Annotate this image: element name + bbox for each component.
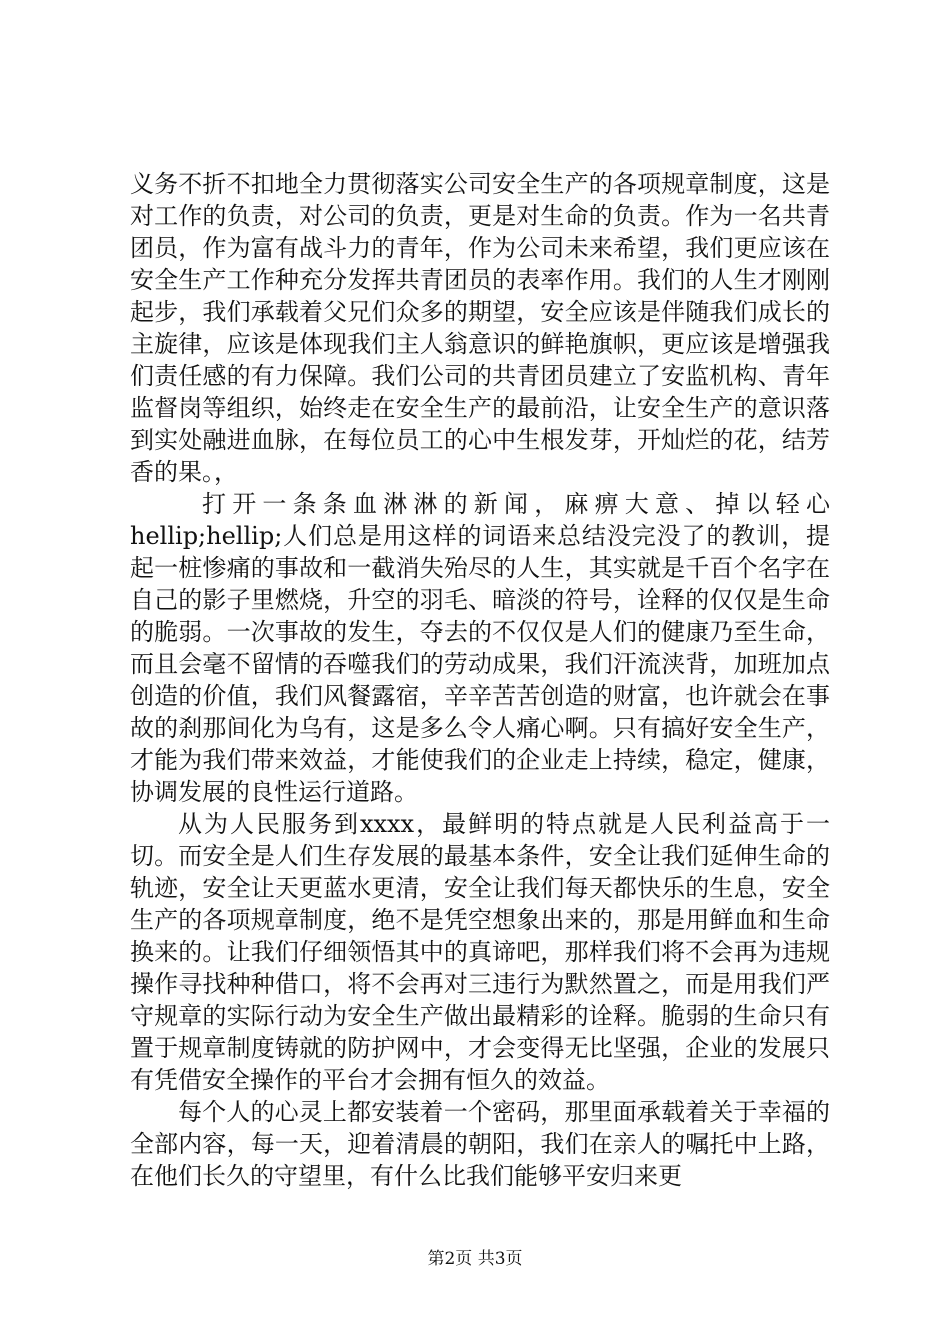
- paragraph-4: 每个人的心灵上都安装着一个密码，那里面承载着关于幸福的全部内容，每一天，迎着清晨的朝阳，我们在亲人的嘱托中上路，在他们长久的守望里，有什么比我们能够平安归来更: [130, 1098, 830, 1190]
- paragraph-2: 打开一条条血淋淋的新闻，麻痹大意、掉以轻心hellip;hellip;人们总是用这样的词语来总结没完没了的教训，提起一桩惨痛的事故和一截消失殆尽的人生，其实就是千百个名字在自己的影子里燃烧，升空的羽毛、暗淡的符号，诠释的仅仅是生命的脆弱。一次事故的发生，夺去的不仅仅是人们的健康乃至生命，而且会毫不留情的吞噬我们的劳动成果，我们汗流浃背，加班加点创造的价值，我们风餐露宿，辛辛苦苦创造的财富，也许就会在事故的刹那间化为乌有，这是多么令人痛心啊。只有搞好安全生产，才能为我们带来效益，才能使我们的企业走上持续，稳定，健康，协调发展的良性运行道路。: [130, 490, 830, 806]
- paragraph-1: 义务不折不扣地全力贯彻落实公司安全生产的各项规章制度，这是对工作的负责，对公司的负责，更是对生命的负责。作为一名共青团员，作为富有战斗力的青年，作为公司未来希望，我们更应该在安全生产工作种充分发挥共青团员的表率作用。我们的人生才刚刚起步，我们承载着父兄们众多的期望，安全应该是伴随我们成长的主旋律，应该是体现我们主人翁意识的鲜艳旗帜，更应该是增强我们责任感的有力保障。我们公司的共青团员建立了安监机构、青年监督岗等组织，始终走在安全生产的最前沿，让安全生产的意识落到实处融进血脉，在每位员工的心中生根发芽，开灿烂的花，结芳香的果。，: [130, 170, 830, 486]
- page-footer: 第2页 共3页: [427, 1249, 523, 1269]
- paragraph-3: 从为人民服务到xxxx，最鲜明的特点就是人民利益高于一切。而安全是人们生存发展的最基本条件，安全让我们延伸生命的轨迹，安全让天更蓝水更清，安全让我们每天都快乐的生息，安全生产的各项规章制度，绝不是凭空想象出来的，那是用鲜血和生命换来的。让我们仔细领悟其中的真谛吧，那样我们将不会再为违规操作寻找种种借口，将不会再对三违行为默然置之，而是用我们严守规章的实际行动为安全生产做出最精彩的诠释。脆弱的生命只有置于规章制度铸就的防护网中，才会变得无比坚强，企业的发展只有凭借安全操作的平台才会拥有恒久的效益。: [130, 810, 830, 1094]
- document-body: [130, 168, 830, 1192]
